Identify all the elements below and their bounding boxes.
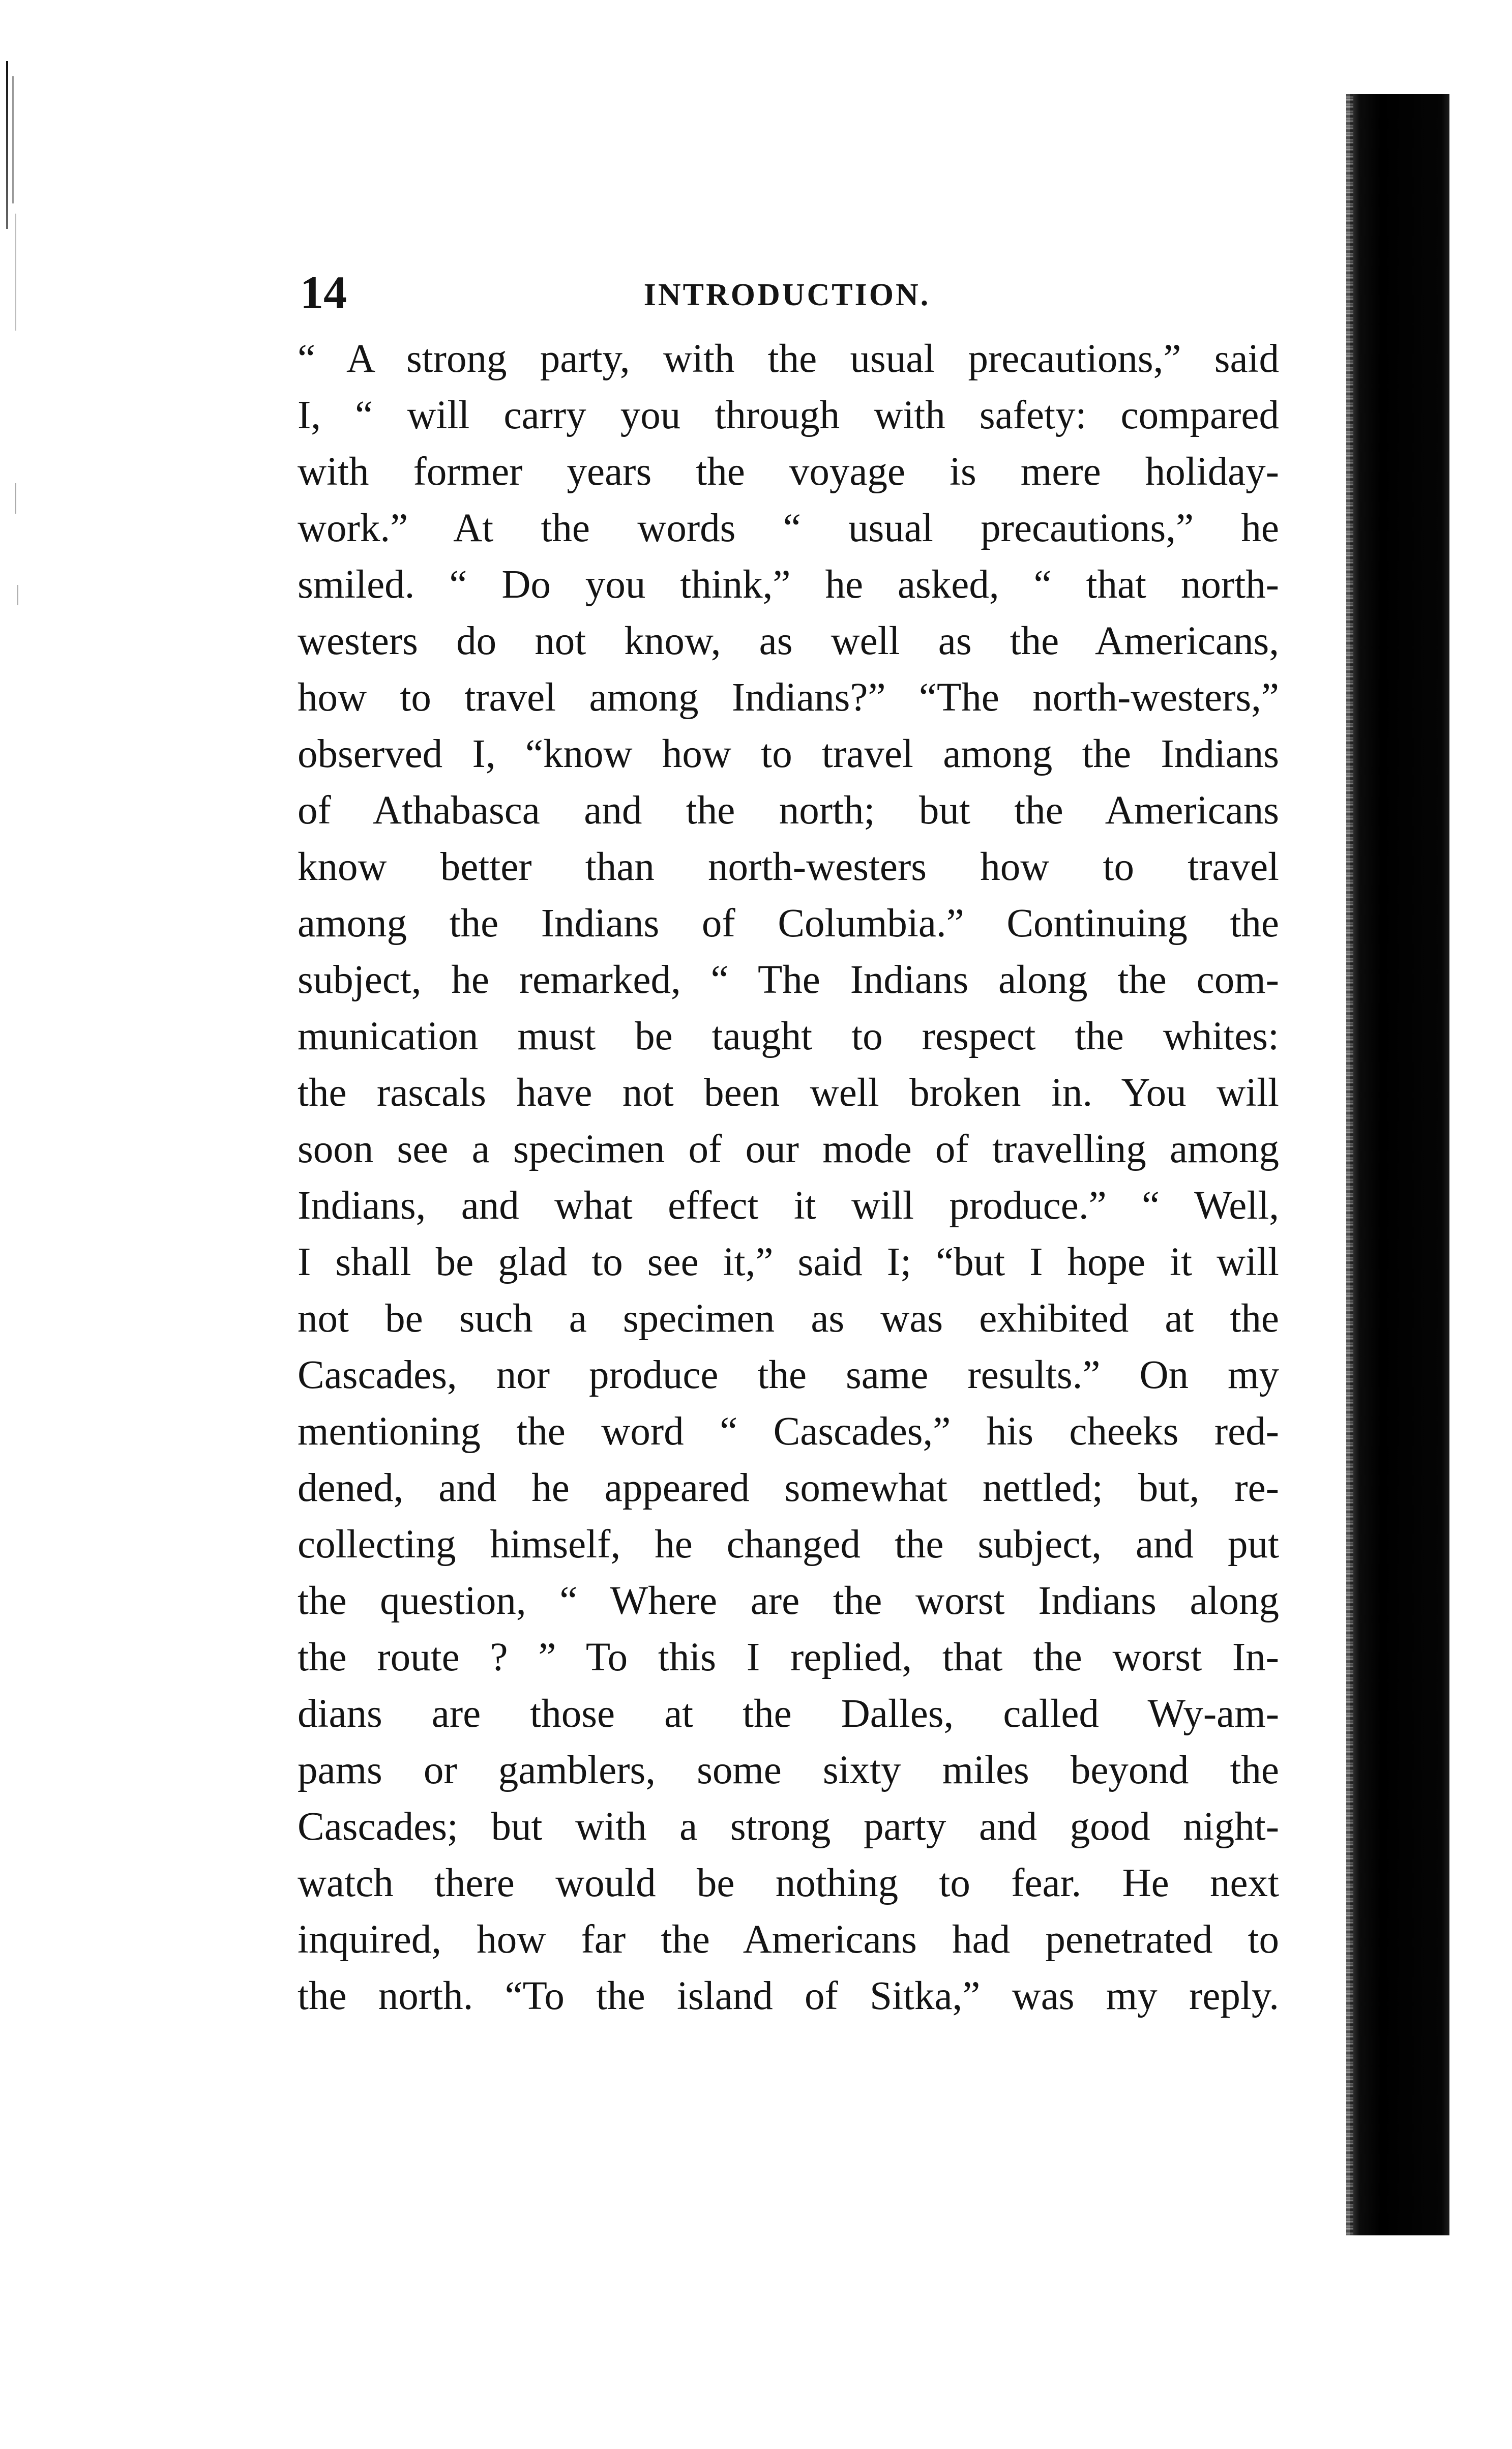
text-line: munication must be taught to respect the whites: xyxy=(298,1014,1279,1058)
scan-artifact xyxy=(12,76,14,203)
body-text xyxy=(298,331,1279,2024)
text-line: dians are those at the Dalles, called Wy-am- xyxy=(298,1692,1279,1736)
text-line: soon see a specimen of our mode of travelling among xyxy=(298,1127,1279,1171)
text-line: collecting himself, he changed the subject, and put xyxy=(298,1522,1279,1567)
text-line: how to travel among Indians?” “The north-westers,” xyxy=(298,675,1279,720)
text-line: not be such a specimen as was exhibited at the xyxy=(298,1296,1279,1341)
text-line: I shall be glad to see it,” said I; “but I hope it will xyxy=(298,1240,1279,1284)
text-line: with former years the voyage is mere holiday- xyxy=(298,450,1279,494)
text-line: subject, he remarked, “ The Indians along the com- xyxy=(298,958,1279,1002)
scan-artifact xyxy=(15,214,16,331)
text-line: inquired, how far the Americans had penetrated to xyxy=(298,1917,1279,1962)
text-line: watch there would be nothing to fear. He next xyxy=(298,1861,1279,1905)
text-line: dened, and he appeared somewhat nettled; but, re- xyxy=(298,1466,1279,1510)
text-line: of Athabasca and the north; but the Americans xyxy=(298,788,1279,833)
binding-edge xyxy=(1350,94,1449,2235)
text-line: pams or gamblers, some sixty miles beyond the xyxy=(298,1748,1279,1792)
text-line: “ A strong party, with the usual precautions,” said xyxy=(298,337,1279,381)
text-line: know better than north-westers how to travel xyxy=(298,845,1279,889)
text-line: Cascades, nor produce the same results.” On my xyxy=(298,1353,1279,1397)
text-line: smiled. “ Do you think,” he asked, “ that north- xyxy=(298,563,1279,607)
text-line: observed I, “know how to travel among the Indians xyxy=(298,732,1279,776)
running-head: INTRODUCTION. xyxy=(643,278,931,312)
text-line: among the Indians of Columbia.” Continuing the xyxy=(298,901,1279,946)
text-line: Indians, and what effect it will produce.” “ Well, xyxy=(298,1184,1279,1228)
scan-artifact xyxy=(6,61,8,229)
text-line: the north. “To the island of Sitka,” was my reply. xyxy=(298,1974,1279,2018)
scan-artifact xyxy=(17,585,18,605)
text-line: Cascades; but with a strong party and good night- xyxy=(298,1805,1279,1849)
text-line: the rascals have not been well broken in. You will xyxy=(298,1071,1279,1115)
text-line: I, “ will carry you through with safety: compared xyxy=(298,393,1279,437)
text-line: work.” At the words “ usual precautions,” he xyxy=(298,506,1279,550)
text-line: the route ? ” To this I replied, that the worst In- xyxy=(298,1635,1279,1679)
text-line: westers do not know, as well as the Americans, xyxy=(298,619,1279,663)
text-line: mentioning the word “ Cascades,” his cheeks red- xyxy=(298,1409,1279,1454)
scan-artifact xyxy=(15,483,16,514)
page-header xyxy=(300,264,1274,320)
page-number: 14 xyxy=(300,267,347,318)
text-line: the question, “ Where are the worst Indians along xyxy=(298,1579,1279,1623)
